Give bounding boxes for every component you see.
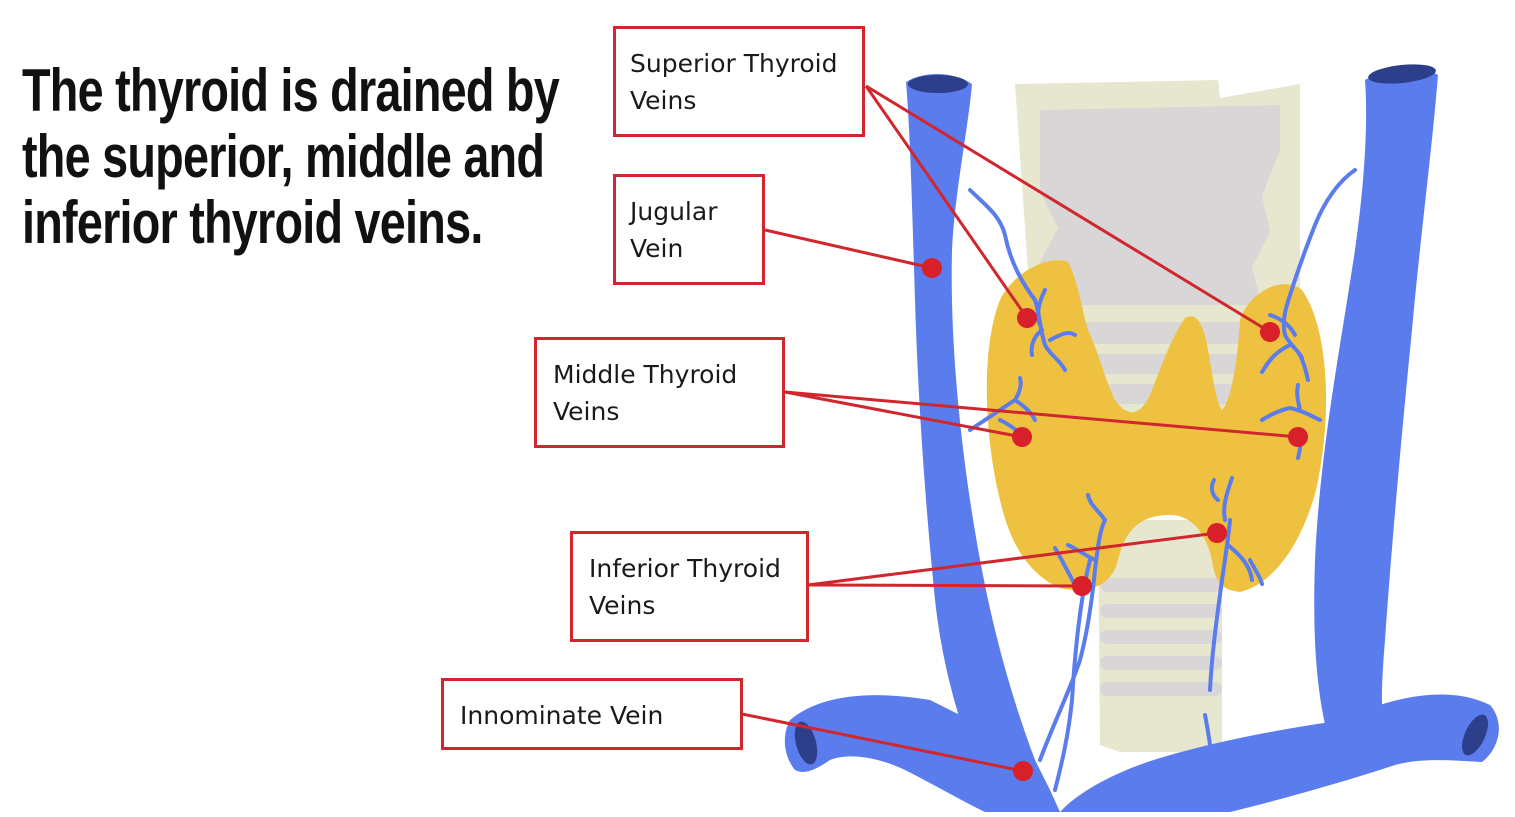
- leader-middle-left: [785, 392, 1022, 437]
- marker-middle-right: [1288, 427, 1308, 447]
- label-middle-line1: Middle Thyroid: [553, 360, 738, 389]
- marker-innominate: [1013, 761, 1033, 781]
- label-jugular-line1: Jugular: [630, 197, 718, 226]
- label-inferior-line2: Veins: [589, 591, 656, 620]
- label-jugular-vein: [613, 174, 765, 285]
- marker-jugular: [922, 258, 942, 278]
- marker-superior-left: [1017, 308, 1037, 328]
- label-middle-thyroid-veins: [534, 337, 785, 448]
- jugular-vein-right: [1314, 69, 1438, 745]
- title-line-1: The thyroid is drained by: [22, 57, 559, 124]
- jugular-left-opening: [908, 75, 968, 93]
- title-line-2: the superior, middle and: [22, 123, 545, 190]
- marker-inferior-right: [1207, 523, 1227, 543]
- label-jugular-line2: Vein: [630, 234, 684, 263]
- label-innominate-vein: [441, 678, 743, 750]
- label-superior-line2: Veins: [630, 86, 697, 115]
- marker-inferior-left: [1072, 576, 1092, 596]
- leader-inferior-left: [808, 585, 1082, 586]
- label-inferior-thyroid-veins: [570, 531, 809, 642]
- trachea-inner: [1040, 105, 1280, 305]
- marker-superior-right: [1260, 322, 1280, 342]
- label-innominate-line1: Innominate Vein: [460, 701, 664, 730]
- title-line-3: inferior thyroid veins.: [22, 189, 483, 256]
- leader-jugular: [765, 230, 932, 268]
- marker-middle-left: [1012, 427, 1032, 447]
- label-middle-line2: Veins: [553, 397, 620, 426]
- label-superior-thyroid-veins: [613, 26, 865, 137]
- label-inferior-line1: Inferior Thyroid: [589, 554, 781, 583]
- label-superior-line1: Superior Thyroid: [630, 49, 838, 78]
